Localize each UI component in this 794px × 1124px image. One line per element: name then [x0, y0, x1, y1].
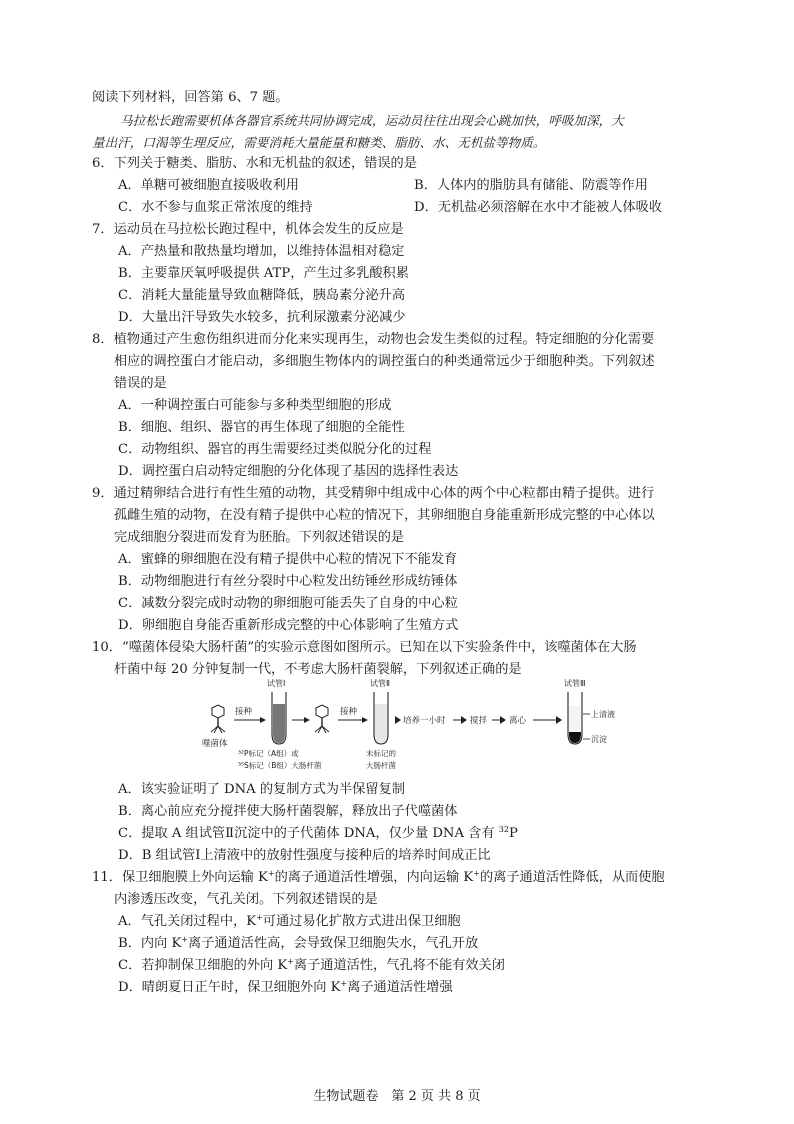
q9-option-d: D．卵细胞自身能否重新形成完整的中心体影响了生殖方式	[118, 618, 459, 633]
q11-stem-line-1: 11．保卫细胞膜上外向运输 K+的离子通道活性增强，内向运输 K+的离子通道活性降低，从而使胞	[92, 869, 665, 885]
q10-stem-line-1: 10．“噬菌体侵染大肠杆菌”的实验示意图如图所示。已知在以下实验条件中，该噬菌体在大肠	[92, 640, 637, 655]
q6-option-a: A．单糖可被细胞直接吸收利用	[118, 178, 299, 193]
arrowhead	[260, 717, 266, 723]
q7-stem: 7．运动员在马拉松长跑过程中，机体会发生的反应是	[92, 222, 404, 237]
tube-1	[272, 692, 286, 744]
reading-instruction: 阅读下列材料，回答第 6、7 题。	[92, 90, 289, 105]
tube-3-label: 试管Ⅲ	[564, 679, 586, 688]
q11-option-c: C．若抑制保卫细胞的外向 K+离子通道活性，气孔将不能有效关闭	[118, 957, 505, 973]
q6-option-b: B．人体内的脂肪具有储能、防震等作用	[414, 178, 648, 193]
q10-option-a: A．该实验证明了 DNA 的复制方式为半保留复制	[118, 782, 405, 797]
material-line-1: 马拉松长跑需要机体各器官系统共同协调完成，运动员往往出现会心跳加快，呼吸加深，大	[120, 113, 624, 128]
step-stir: 搅拌	[470, 716, 488, 726]
arrowhead	[461, 716, 467, 724]
tube-2-caption-2: 大肠杆菌	[366, 761, 396, 770]
q10-option-c: C．提取 A 组试管Ⅱ沉淀中的子代菌体 DNA，仅少量 DNA 含有 $^{32}$P	[118, 825, 518, 841]
sediment-label: 沉淀	[591, 735, 607, 744]
q9-option-a: A．蜜蜂的卵细胞在没有精子提供中心粒的情况下不能发育	[118, 552, 458, 567]
q8-stem-line-1: 8．植物通过产生愈伤组织进而分化来实现再生，动物也会发生类似的过程。特定细胞的分化需要	[92, 332, 655, 347]
q7-option-a: A．产热量和散热量均增加，以维持体温相对稳定	[118, 244, 405, 259]
q10-option-b: B．离心前应充分搅拌使大肠杆菌裂解，释放出子代噬菌体	[118, 804, 458, 819]
q7-option-d: D．大量出汗导致失水较多，抗利尿激素分泌减少	[118, 310, 406, 325]
phage-experiment-diagram	[190, 676, 630, 780]
q6-option-c: C．水不参与血浆正常浓度的维持	[118, 200, 313, 215]
q6-stem: 6．下列关于糖类、脂肪、水和无机盐的叙述，错误的是	[92, 156, 417, 171]
inoculate-label-2: 接种	[340, 707, 358, 717]
material-line-2: 量出汗，口渴等生理反应，需要消耗大量能量和糖类、脂肪、水、无机盐等物质。	[92, 135, 546, 150]
tube-2-caption-1: 未标记的	[366, 749, 396, 758]
arrowhead	[556, 716, 562, 724]
q8-stem-line-3: 错误的是	[114, 376, 167, 391]
q9-stem-line-1: 9．通过精卵结合进行有性生殖的动物，其受精卵中组成中心体的两个中心粒都由精子提供。进行	[92, 486, 655, 501]
q6-option-d: D．无机盐必须溶解在水中才能被人体吸收	[414, 200, 662, 215]
q7-option-b: B．主要靠厌氧呼吸提供 ATP，产生过多乳酸积累	[118, 266, 409, 281]
arrowhead	[362, 717, 368, 723]
q8-option-c: C．动物组织、器官的再生需要经过类似脱分化的过程	[118, 442, 432, 457]
q11-stem-line-2: 内渗透压改变，气孔关闭。下列叙述错误的是	[114, 892, 378, 907]
step-centrifuge: 离心	[509, 716, 527, 726]
inoculate-label-1: 接种	[235, 707, 253, 717]
phage-icon	[211, 705, 225, 733]
q11-option-b: B．内向 K+离子通道活性高，会导致保卫细胞失水，气孔开放	[118, 935, 479, 951]
tube-1-label: 试管Ⅰ	[267, 679, 286, 688]
tube-2	[374, 692, 388, 744]
arrowhead	[395, 716, 401, 724]
q8-option-a: A．一种调控蛋白可能参与多种类型细胞的形成	[118, 398, 392, 413]
q11-option-a: A．气孔关闭过程中，K+可通过易化扩散方式进出保卫细胞	[118, 913, 461, 929]
q9-option-b: B．动物细胞进行有丝分裂时中心粒发出纺锤丝形成纺锤体	[118, 574, 458, 589]
arrowhead	[304, 717, 310, 723]
q8-option-b: B．细胞、组织、器官的再生体现了细胞的全能性	[118, 420, 405, 435]
tube-2-label: 试管Ⅱ	[370, 679, 390, 688]
q9-stem-line-2: 孤雌生殖的动物，在没有精子提供中心粒的情况下，其卵细胞自身能重新形成完整的中心体以	[114, 508, 655, 523]
step-culture: 培养一小时	[403, 716, 446, 726]
tube-1-caption-2: ³⁵S标记（B组）大肠杆菌	[238, 761, 322, 770]
q8-option-d: D．调控蛋白启动特定细胞的分化体现了基因的选择性表达	[118, 464, 459, 479]
q8-stem-line-2: 相应的调控蛋白才能启动，多细胞生物体内的调控蛋白的种类通常远少于细胞种类。下列叙述	[114, 354, 655, 369]
q10-option-d: D．B 组试管Ⅰ上清液中的放射性强度与接种后的培养时间成正比	[118, 848, 491, 863]
phage-icon	[315, 705, 329, 733]
tube-1-caption-1: ³²P标记（A组）或	[238, 749, 299, 758]
arrowhead	[500, 716, 506, 724]
supernatant-label: 上清液	[591, 710, 615, 719]
q9-option-c: C．减数分裂完成时动物的卵细胞可能丢失了自身的中心粒	[118, 596, 458, 611]
q10-stem-line-2: 杆菌中每 20 分钟复制一代，不考虑大肠杆菌裂解，下列叙述正确的是	[114, 662, 522, 677]
q9-stem-line-3: 完成细胞分裂进而发育为胚胎。下列叙述错误的是	[114, 530, 405, 545]
phage-label: 噬菌体	[202, 739, 228, 749]
q11-option-d: D．晴朗夏日正午时，保卫细胞外向 K+离子通道活性增强	[118, 979, 453, 995]
q7-option-c: C．消耗大量能量导致血糖降低，胰岛素分泌升高	[118, 288, 406, 303]
page-footer: 生物试题卷 第 2 页 共 8 页	[313, 1089, 481, 1104]
tube-3	[568, 692, 582, 744]
